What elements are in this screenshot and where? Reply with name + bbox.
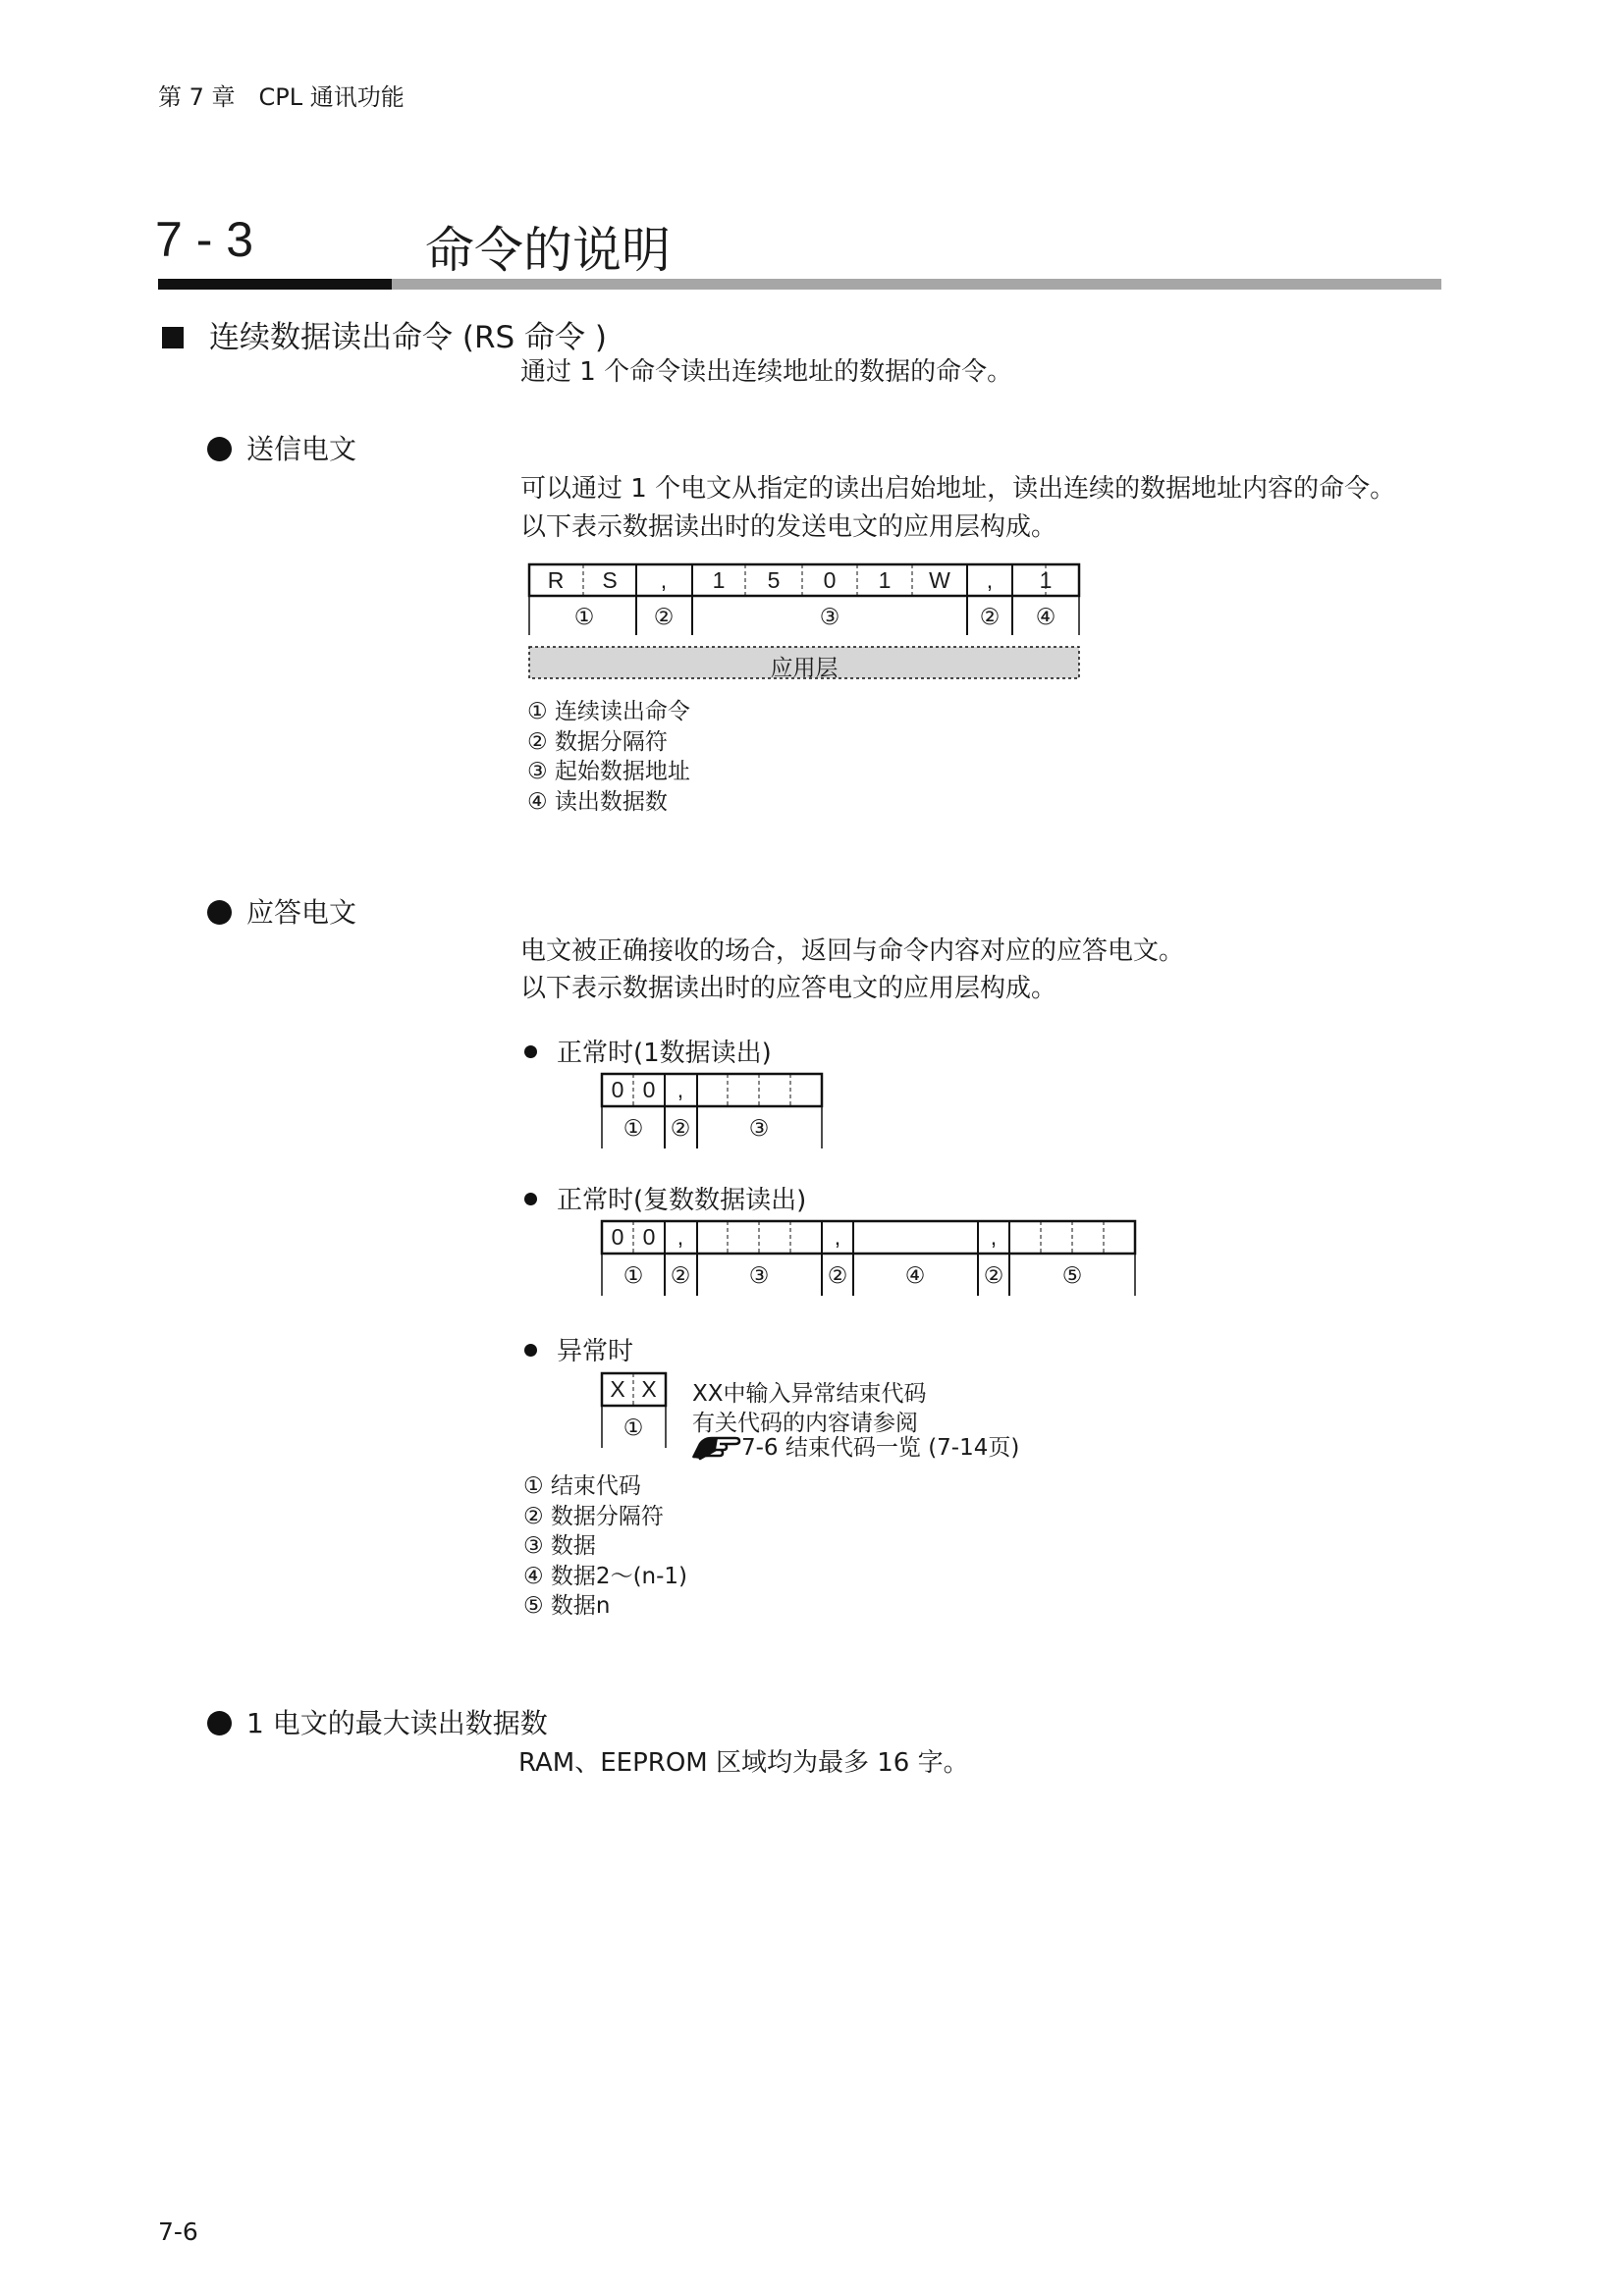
error-note-1: XX中输入异常结束代码 [692,1381,927,1407]
response-text-2: 以下表示数据读出时的应答电文的应用层构成。 [520,974,1057,1003]
field-marker: ④ [904,1262,926,1288]
legend-item: ③ 起始数据地址 [527,759,690,784]
frame-char: S [602,567,618,593]
section-title: 命令的说明 [425,222,671,279]
legend-item: ② 数据分隔符 [523,1503,664,1529]
field-marker: ③ [748,1115,770,1141]
response-heading-label: 应答电文 [246,896,357,929]
legend-item: ④ 读出数据数 [527,788,668,815]
field-marker: ① [623,1115,644,1141]
legend-item: ① 结束代码 [523,1473,641,1499]
error-reference[interactable] [690,1429,1019,1462]
frame-char: , [986,567,994,593]
field-marker: ② [983,1262,1004,1288]
section-number: 7 - 3 [155,212,254,267]
frame-char: 1 [1039,567,1053,593]
error-reference-text: 7-6 结束代码一览 (7-14页) [741,1435,1020,1461]
max-read-heading [207,1702,548,1741]
bullet-icon [207,1711,232,1735]
field-marker: ② [827,1262,848,1288]
max-read-heading-label: 1 电文的最大读出数据数 [246,1707,548,1739]
field-marker: ① [623,1415,644,1440]
subsection-title: 连续数据读出命令 (RS 命令 ) [209,320,607,355]
running-head: 第 7 章 CPL 通讯功能 [158,83,405,111]
error-title: 异常时 [557,1337,634,1366]
normal-single-title: 正常时(1数据读出) [557,1039,772,1068]
page-number: 7-6 [158,2217,198,2246]
frame-char: , [677,1077,684,1102]
field-marker: ③ [748,1262,770,1288]
application-layer-label: 应用层 [770,656,839,681]
frame-char: , [834,1224,841,1250]
legend-item: ① 连续读出命令 [527,699,690,724]
field-marker: ② [670,1262,691,1288]
frame-char: R [547,567,565,593]
field-marker: ⑤ [1061,1262,1083,1288]
send-heading-label: 送信电文 [246,433,357,465]
frame-char: W [929,567,950,593]
send-text-2: 以下表示数据读出时的发送电文的应用层构成。 [520,512,1057,542]
error-note-2: 有关代码的内容请参阅 [692,1411,918,1436]
frame-char: , [677,1224,684,1250]
frame-char: , [990,1224,998,1250]
frame-char: X [641,1376,657,1402]
field-marker: ① [573,604,595,629]
field-marker: ② [979,604,1001,629]
send-text-1: 可以通过 1 个电文从指定的读出启始地址，读出连续的数据地址内容的命令。 [520,474,1396,504]
pointing-hand-icon [690,1432,741,1462]
intro-text: 通过 1 个命令读出连续地址的数据的命令。 [520,357,1013,387]
field-marker: ④ [1035,604,1056,629]
field-marker: ① [623,1262,644,1288]
frame-char: 0 [611,1077,624,1102]
frame-char: 1 [712,567,726,593]
frame-char: 0 [642,1224,656,1250]
frame-char: 1 [878,567,892,593]
legend-item: ③ 数据 [523,1533,596,1559]
frame-char: X [610,1376,625,1402]
frame-char: 0 [823,567,837,593]
frame-char: 0 [611,1224,624,1250]
frame-char: 5 [767,567,781,593]
legend-item: ⑤ 数据n [523,1593,611,1619]
normal-multi-title: 正常时(复数数据读出) [557,1186,807,1215]
response-legend [523,1471,687,1622]
response-text-1: 电文被正确接收的场合，返回与命令内容对应的应答电文。 [520,936,1185,966]
legend-item: ④ 数据2～(n-1) [523,1563,688,1589]
field-marker: ③ [819,604,840,629]
legend-item: ② 数据分隔符 [527,728,668,755]
frame-char: 0 [642,1077,656,1102]
field-marker: ② [653,604,675,629]
frame-char: , [660,567,668,593]
field-marker: ② [670,1115,691,1141]
max-read-text: RAM、EEPROM 区域均为最多 16 字。 [518,1748,969,1778]
